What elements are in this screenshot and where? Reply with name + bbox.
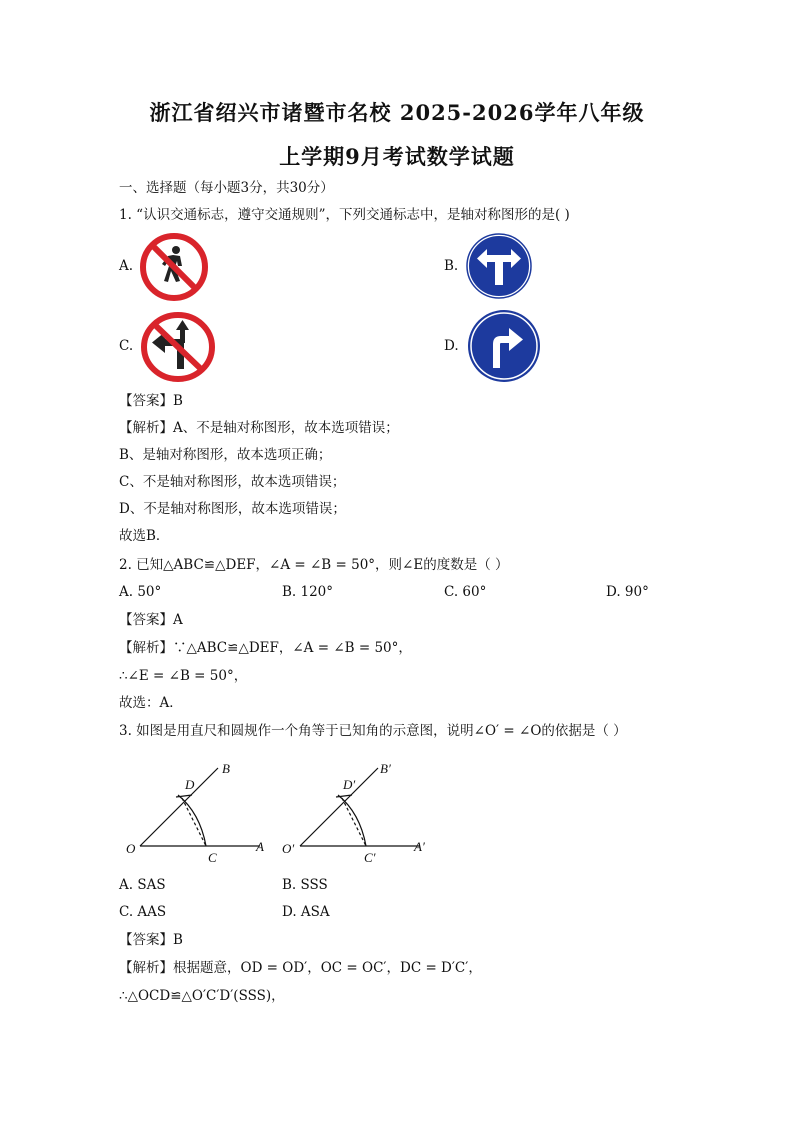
q2-stem: 2. 已知△ABC≌△DEF，∠A = ∠B = 50°，则∠E的度数是（ ） (119, 557, 509, 573)
fig-label-D-prime: D′ (343, 777, 356, 792)
q2-option-b: B. 120° (282, 584, 334, 600)
q2-option-a: A. 50° (119, 584, 162, 600)
q3-option-b: B. SSS (282, 877, 328, 893)
q1-analysis-line2: B、是轴对称图形，故本选项正确； (119, 447, 332, 463)
q1-option-b-label: B. (444, 258, 459, 274)
q1-option-d-label: D. (444, 338, 459, 354)
fig-label-C: C (208, 850, 217, 865)
q1-analysis-line3: C、不是轴对称图形，故本选项错误； (119, 474, 346, 490)
q1-stem: 1. “认识交通标志，遵守交通规则”，下列交通标志中，是轴对称图形的是( ) (119, 207, 570, 223)
q3-analysis-line1: 【解析】根据题意，OD = OD′，OC = OC′，DC = D′C′， (119, 960, 482, 976)
fig-label-A: A (256, 839, 264, 854)
q1-answer: 【答案】B (119, 393, 183, 409)
q2-analysis-line3: 故选：A． (119, 695, 183, 711)
left-or-right-turn-sign-icon (466, 233, 532, 299)
q2-option-c: C. 60° (444, 584, 487, 600)
document-title-line1: 浙江省绍兴市诸暨市名校 2025-2026学年八年级 (149, 100, 645, 125)
q3-option-a: A. SAS (119, 877, 166, 893)
turn-right-sign-icon (466, 308, 542, 384)
q2-answer: 【答案】A (119, 612, 183, 628)
fig-label-A-prime: A′ (414, 839, 425, 854)
fig-label-O-prime: O′ (282, 841, 295, 856)
fig-label-C-prime: C′ (364, 850, 376, 865)
section-heading: 一、选择题（每小题3分，共30分） (119, 180, 334, 196)
q1-option-c-label: C. (119, 338, 134, 354)
no-pedestrians-sign-icon (140, 233, 208, 301)
fig-label-O: O (126, 841, 136, 856)
q3-option-c: C. AAS (119, 904, 167, 920)
q3-option-d: D. ASA (282, 904, 330, 920)
no-left-turn-sign-icon (140, 311, 216, 383)
q2-option-d: D. 90° (606, 584, 649, 600)
q2-analysis-line1: 【解析】∵△ABC≌△DEF，∠A = ∠B = 50°， (119, 640, 412, 656)
document-title-line2: 上学期9月考试数学试题 (279, 144, 515, 169)
q1-analysis-line4: D、不是轴对称图形，故本选项错误； (119, 501, 346, 517)
q3-analysis-line2: ∴△OCD≌△O′C′D′(SSS)， (119, 988, 285, 1004)
fig-label-D: D (185, 777, 195, 792)
fig-label-B: B (222, 761, 230, 776)
q3-answer: 【答案】B (119, 932, 183, 948)
q1-option-a-label: A. (119, 258, 134, 274)
q1-analysis-line1: 【解析】A、不是轴对称图形，故本选项错误； (119, 420, 399, 436)
fig-label-B-prime: B′ (380, 761, 391, 776)
compass-construction-figure (120, 755, 440, 870)
q1-analysis-line5: 故选B． (119, 528, 170, 544)
q3-stem: 3. 如图是用直尺和圆规作一个角等于已知角的示意图，说明∠O′ = ∠O的依据是（ ） (119, 723, 627, 739)
q2-analysis-line2: ∴∠E = ∠B = 50°， (119, 668, 248, 684)
